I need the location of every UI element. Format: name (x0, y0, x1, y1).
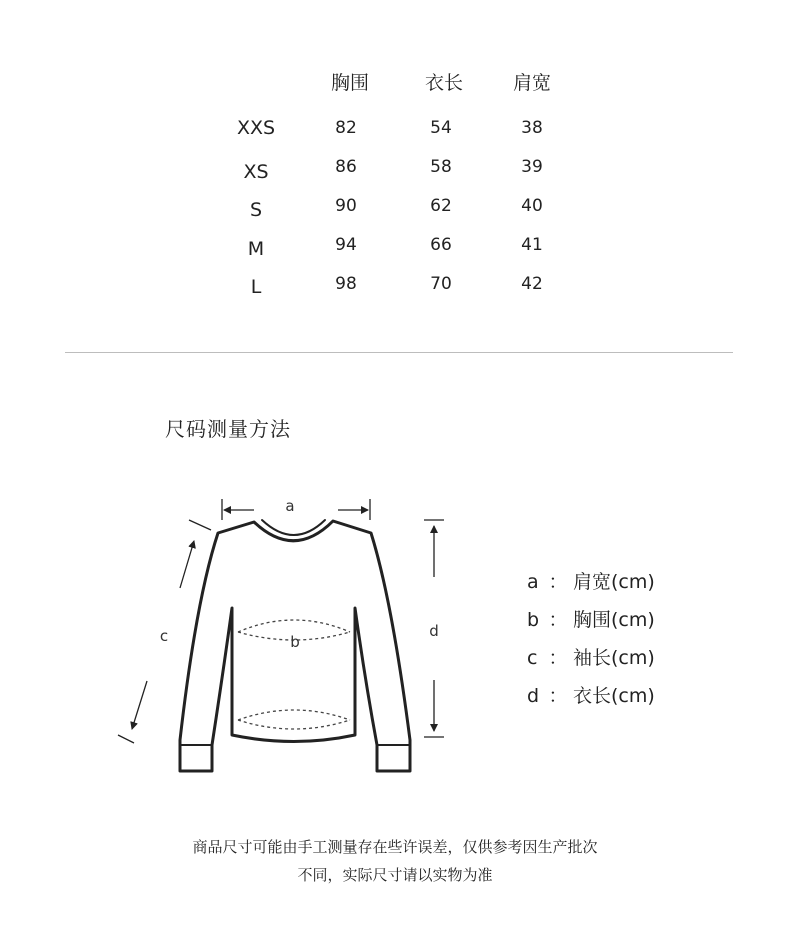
size-label: L (250, 276, 262, 298)
header-chest: 胸围 (330, 72, 369, 94)
disclaimer-line-1: 商品尺寸可能由手工测量存在些许误差，仅供参考因生产批次 (192, 838, 598, 856)
size-label: S (249, 199, 263, 221)
legend-text: 胸围(cm) (573, 609, 655, 631)
shoulder-value: 42 (521, 274, 543, 294)
length-value: 66 (430, 235, 452, 255)
legend-key: b (527, 609, 540, 631)
legend-item-chest (527, 605, 655, 632)
size-label: XXS (236, 117, 276, 139)
length-value: 58 (430, 157, 452, 177)
length-value: 62 (430, 196, 452, 216)
shoulder-width-arrows (222, 499, 370, 520)
header-shoulder: 肩宽 (512, 72, 551, 94)
chest-value: 86 (335, 157, 357, 177)
size-label: M (247, 238, 265, 260)
shoulder-value: 40 (521, 196, 543, 216)
legend-separator: ： (548, 685, 568, 707)
chest-value: 82 (335, 118, 357, 138)
chest-value: 98 (335, 274, 357, 294)
legend-key: c (527, 647, 538, 669)
legend-text: 衣长(cm) (573, 685, 655, 707)
header-length: 衣长 (424, 72, 463, 94)
legend-separator: ： (548, 571, 568, 593)
chest-value: 90 (335, 196, 357, 216)
diagram-label-c: c (159, 627, 169, 645)
shoulder-value: 41 (521, 235, 543, 255)
legend-item-shoulder (527, 567, 655, 594)
legend-separator: ： (548, 609, 568, 631)
chest-value: 94 (335, 235, 357, 255)
legend-text: 肩宽(cm) (573, 571, 655, 593)
legend-separator: ： (548, 647, 568, 669)
section-title: 尺码测量方法 (165, 417, 291, 441)
legend-key: a (527, 571, 539, 593)
diagram-label-a: a (285, 497, 295, 515)
sweater-diagram (0, 470, 790, 800)
legend-item-sleeve (527, 643, 655, 670)
section-divider (65, 352, 733, 353)
legend-item-length (527, 681, 655, 708)
shoulder-value: 39 (521, 157, 543, 177)
shoulder-value: 38 (521, 118, 543, 138)
diagram-label-d: d (429, 622, 439, 640)
size-label: XS (243, 161, 269, 183)
length-value: 70 (430, 274, 452, 294)
length-value: 54 (430, 118, 452, 138)
diagram-label-b: b (290, 633, 300, 651)
disclaimer-line-2: 不同，实际尺寸请以实物为准 (297, 866, 493, 884)
legend-key: d (527, 685, 540, 707)
legend-text: 袖长(cm) (573, 647, 655, 669)
